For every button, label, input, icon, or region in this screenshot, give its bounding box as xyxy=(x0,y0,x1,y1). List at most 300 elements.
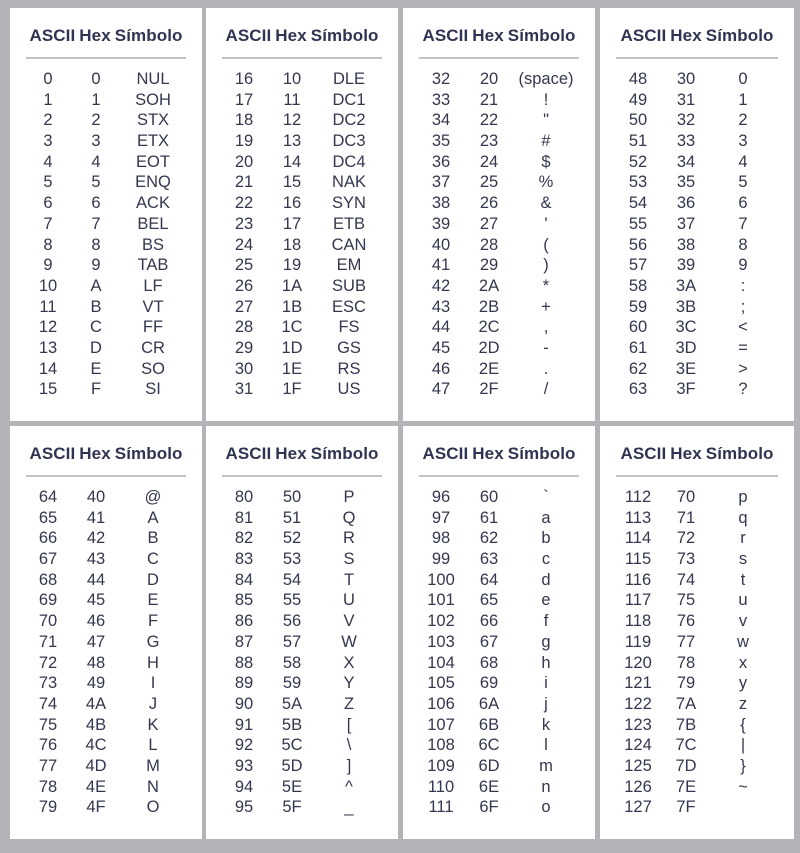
table-row xyxy=(403,487,595,508)
table-row xyxy=(403,69,595,90)
symbol-value: i xyxy=(544,674,548,693)
ascii-value: 107 xyxy=(427,715,455,734)
table-row xyxy=(403,255,595,276)
ascii-value: 57 xyxy=(628,256,648,275)
symbol-value: s xyxy=(738,550,748,569)
ascii-value: 16 xyxy=(234,70,254,88)
symbol-value: g xyxy=(541,632,551,651)
symbol-value: STX xyxy=(136,111,170,130)
hex-value: 22 xyxy=(479,111,499,130)
table-body xyxy=(600,69,794,400)
header-divider xyxy=(616,57,778,59)
hex-value: 7A xyxy=(675,694,697,713)
header-hex: Hex xyxy=(275,26,307,45)
ascii-value: 119 xyxy=(624,632,652,651)
header-ascii: ASCII xyxy=(29,26,76,45)
ascii-value: 121 xyxy=(624,674,652,693)
symbol-value: : xyxy=(740,276,746,295)
hex-value: 36 xyxy=(676,194,696,213)
table-row xyxy=(10,276,202,297)
ascii-value: 59 xyxy=(628,297,648,316)
table-body xyxy=(403,69,595,400)
symbol-value: DC3 xyxy=(332,132,366,151)
ascii-panel xyxy=(206,8,398,421)
symbol-value: Z xyxy=(343,694,355,713)
symbol-value: U xyxy=(343,591,355,610)
hex-value: 24 xyxy=(479,152,499,171)
symbol-value: SYN xyxy=(332,194,366,213)
table-row xyxy=(10,338,202,359)
hex-value: 0 xyxy=(91,70,101,88)
table-row xyxy=(10,508,202,529)
hex-value: 6F xyxy=(479,798,499,817)
table-row xyxy=(206,508,398,529)
symbol-value: p xyxy=(738,488,748,506)
ascii-value: 62 xyxy=(628,359,648,378)
hex-value: 68 xyxy=(479,653,499,672)
symbol-value: 6 xyxy=(738,194,748,213)
symbol-value: c xyxy=(541,550,551,569)
hex-value: 4A xyxy=(85,694,107,713)
table-row xyxy=(10,69,202,90)
hex-value: 62 xyxy=(479,529,499,548)
ascii-value: 71 xyxy=(38,632,58,651)
symbol-value: GS xyxy=(337,338,361,357)
ascii-value: 90 xyxy=(234,694,254,713)
ascii-value: 117 xyxy=(624,591,652,610)
symbol-value: < xyxy=(738,318,748,337)
ascii-value: 46 xyxy=(431,359,451,378)
table-row xyxy=(206,715,398,736)
table-row xyxy=(10,735,202,756)
symbol-value: + xyxy=(541,297,551,316)
ascii-value: 36 xyxy=(431,152,451,171)
table-row xyxy=(600,735,794,756)
symbol-value: DC1 xyxy=(332,90,366,109)
hex-value: 13 xyxy=(282,132,302,151)
hex-value: 59 xyxy=(282,674,302,693)
ascii-value: 69 xyxy=(38,591,58,610)
hex-value: 9 xyxy=(91,256,101,275)
table-row xyxy=(206,110,398,131)
hex-value: 5E xyxy=(281,777,303,796)
symbol-value: n xyxy=(541,777,551,796)
table-row xyxy=(600,131,794,152)
symbol-value: y xyxy=(738,674,748,693)
table-row xyxy=(403,379,595,400)
hex-value: 17 xyxy=(282,214,302,233)
ascii-value: 115 xyxy=(624,550,652,569)
symbol-value: % xyxy=(538,173,554,192)
symbol-value: h xyxy=(541,653,551,672)
header-divider xyxy=(419,57,579,59)
ascii-value: 43 xyxy=(431,297,451,316)
hex-value: 35 xyxy=(676,173,696,192)
table-row xyxy=(600,235,794,256)
header-divider xyxy=(26,475,186,477)
ascii-value: 96 xyxy=(431,488,451,506)
symbol-value: VT xyxy=(142,297,164,316)
ascii-value: 103 xyxy=(427,632,455,651)
table-row xyxy=(600,338,794,359)
hex-value: 4B xyxy=(85,715,107,734)
symbol-value: ETB xyxy=(332,214,366,233)
symbol-value: ENQ xyxy=(135,173,171,192)
ascii-value: 13 xyxy=(38,338,58,357)
hex-value: 6A xyxy=(478,694,500,713)
symbol-value: LF xyxy=(143,276,163,295)
symbol-value: S xyxy=(343,550,355,569)
ascii-value: 106 xyxy=(427,694,455,713)
hex-value: 30 xyxy=(676,70,696,88)
hex-value: 41 xyxy=(86,508,106,527)
hex-value: 7 xyxy=(91,214,101,233)
hex-value: 79 xyxy=(676,674,696,693)
hex-value: 1E xyxy=(281,359,303,378)
ascii-value: 73 xyxy=(38,674,58,693)
symbol-value: T xyxy=(343,570,355,589)
hex-value: 71 xyxy=(676,508,696,527)
ascii-panel xyxy=(206,426,398,839)
table-row xyxy=(403,653,595,674)
table-body xyxy=(403,487,595,818)
table-row xyxy=(403,110,595,131)
hex-value: 1D xyxy=(281,338,303,357)
ascii-panel xyxy=(403,426,595,839)
panel-header xyxy=(403,444,595,464)
symbol-value: CR xyxy=(141,338,165,357)
hex-value: 5B xyxy=(281,715,303,734)
symbol-value: t xyxy=(740,570,746,589)
symbol-value: H xyxy=(147,653,159,672)
hex-value: 1F xyxy=(282,380,302,399)
symbol-value: ` xyxy=(543,488,549,506)
ascii-value: 72 xyxy=(38,653,58,672)
table-row xyxy=(206,131,398,152)
hex-value: 74 xyxy=(676,570,696,589)
hex-value: 7F xyxy=(676,798,696,817)
table-row xyxy=(403,590,595,611)
ascii-value: 113 xyxy=(624,508,652,527)
symbol-value: C xyxy=(147,550,159,569)
symbol-value: L xyxy=(148,736,158,755)
hex-value: 37 xyxy=(676,214,696,233)
table-row xyxy=(403,90,595,111)
header-hex: Hex xyxy=(670,26,702,45)
ascii-value: 98 xyxy=(431,529,451,548)
table-row xyxy=(10,570,202,591)
ascii-value: 17 xyxy=(234,90,254,109)
ascii-value: 123 xyxy=(624,715,652,734)
symbol-value: m xyxy=(539,756,553,775)
ascii-value: 99 xyxy=(431,550,451,569)
table-row xyxy=(403,673,595,694)
table-row xyxy=(10,797,202,818)
hex-value: 2F xyxy=(479,380,499,399)
symbol-value: d xyxy=(541,570,551,589)
table-row xyxy=(206,276,398,297)
table-row xyxy=(206,317,398,338)
ascii-value: 0 xyxy=(43,70,53,88)
hex-value: 3A xyxy=(675,276,697,295)
table-row xyxy=(600,255,794,276)
hex-value: 29 xyxy=(479,256,499,275)
table-row xyxy=(10,777,202,798)
hex-value: 57 xyxy=(282,632,302,651)
table-row xyxy=(600,611,794,632)
ascii-value: 14 xyxy=(38,359,58,378)
table-row xyxy=(600,673,794,694)
ascii-value: 87 xyxy=(234,632,254,651)
hex-value: 77 xyxy=(676,632,696,651)
table-row xyxy=(10,214,202,235)
symbol-value: BEL xyxy=(137,214,169,233)
symbol-value: DC2 xyxy=(332,111,366,130)
table-body xyxy=(206,487,398,818)
symbol-value: A xyxy=(147,508,159,527)
symbol-value: BS xyxy=(141,235,164,254)
symbol-value: M xyxy=(146,756,160,775)
table-row xyxy=(600,193,794,214)
header-symbol: Símbolo xyxy=(705,444,774,463)
ascii-value: 86 xyxy=(234,612,254,631)
ascii-value: 81 xyxy=(234,508,254,527)
hex-value: 34 xyxy=(676,152,696,171)
header-hex: Hex xyxy=(472,444,504,463)
ascii-value: 68 xyxy=(38,570,58,589)
ascii-value: 40 xyxy=(431,235,451,254)
symbol-value: . xyxy=(543,359,549,378)
ascii-value: 56 xyxy=(628,235,648,254)
table-row xyxy=(403,549,595,570)
table-row xyxy=(403,715,595,736)
header-ascii: ASCII xyxy=(225,444,272,463)
ascii-value: 33 xyxy=(431,90,451,109)
symbol-value: EOT xyxy=(136,152,170,171)
table-row xyxy=(600,508,794,529)
ascii-value: 44 xyxy=(431,318,451,337)
ascii-value: 80 xyxy=(234,488,254,506)
table-row xyxy=(10,172,202,193)
table-row xyxy=(206,487,398,508)
ascii-value: 85 xyxy=(234,591,254,610)
table-row xyxy=(403,338,595,359)
header-symbol: Símbolo xyxy=(114,444,183,463)
symbol-value: o xyxy=(541,798,551,817)
ascii-value: 30 xyxy=(234,359,254,378)
ascii-value: 1 xyxy=(43,90,53,109)
table-row xyxy=(600,297,794,318)
table-row xyxy=(403,297,595,318)
table-row xyxy=(600,715,794,736)
panel-header xyxy=(206,444,398,464)
symbol-value: P xyxy=(343,488,355,506)
header-ascii: ASCII xyxy=(620,444,667,463)
symbol-value: K xyxy=(147,715,159,734)
panel-header xyxy=(10,444,202,464)
symbol-value: ; xyxy=(740,297,746,316)
table-row xyxy=(10,590,202,611)
hex-value: 58 xyxy=(282,653,302,672)
hex-value: 1A xyxy=(281,276,303,295)
ascii-value: 35 xyxy=(431,132,451,151)
hex-value: 7D xyxy=(675,756,697,775)
hex-value: 42 xyxy=(86,529,106,548)
hex-value: 43 xyxy=(86,550,106,569)
symbol-value: ) xyxy=(543,256,549,275)
table-row xyxy=(600,797,794,818)
ascii-value: 54 xyxy=(628,194,648,213)
ascii-value: 12 xyxy=(38,318,58,337)
symbol-value: W xyxy=(341,632,357,651)
symbol-value: | xyxy=(740,736,746,755)
hex-value: 3E xyxy=(675,359,697,378)
header-symbol: Símbolo xyxy=(507,26,576,45)
table-row xyxy=(600,317,794,338)
symbol-value: ACK xyxy=(136,194,170,213)
hex-value: 6E xyxy=(478,777,500,796)
symbol-value: k xyxy=(541,715,551,734)
ascii-value: 61 xyxy=(628,338,648,357)
hex-value: 72 xyxy=(676,529,696,548)
ascii-value: 124 xyxy=(624,736,652,755)
hex-value: E xyxy=(90,359,102,378)
hex-value: D xyxy=(90,338,102,357)
ascii-value: 125 xyxy=(624,756,652,775)
ascii-value: 67 xyxy=(38,550,58,569)
table-row xyxy=(206,379,398,400)
symbol-value: N xyxy=(147,777,159,796)
hex-value: 2 xyxy=(91,111,101,130)
header-divider xyxy=(222,475,382,477)
panel-header xyxy=(600,26,794,46)
header-divider xyxy=(616,475,778,477)
hex-value: 38 xyxy=(676,235,696,254)
symbol-value: a xyxy=(541,508,551,527)
hex-value: 3D xyxy=(675,338,697,357)
ascii-value: 95 xyxy=(234,798,254,817)
symbol-value: J xyxy=(148,694,158,713)
table-row xyxy=(600,570,794,591)
symbol-value: R xyxy=(343,529,355,548)
hex-value: 5C xyxy=(281,736,303,755)
ascii-value: 65 xyxy=(38,508,58,527)
table-row xyxy=(10,673,202,694)
table-row xyxy=(206,193,398,214)
hex-value: 19 xyxy=(282,256,302,275)
table-row xyxy=(403,756,595,777)
hex-value: 39 xyxy=(676,256,696,275)
symbol-value: _ xyxy=(344,798,354,817)
ascii-value: 101 xyxy=(427,591,455,610)
ascii-value: 77 xyxy=(38,756,58,775)
symbol-value: = xyxy=(738,338,748,357)
ascii-value: 19 xyxy=(234,132,254,151)
table-row xyxy=(403,570,595,591)
hex-value: 10 xyxy=(282,70,302,88)
table-row xyxy=(206,797,398,818)
hex-value: 4D xyxy=(85,756,107,775)
hex-value: A xyxy=(90,276,102,295)
ascii-value: 51 xyxy=(628,132,648,151)
ascii-value: 63 xyxy=(628,380,648,399)
hex-value: 75 xyxy=(676,591,696,610)
hex-value: 60 xyxy=(479,488,499,506)
panel-header xyxy=(403,26,595,46)
ascii-value: 60 xyxy=(628,318,648,337)
symbol-value: l xyxy=(544,736,548,755)
hex-value: 8 xyxy=(91,235,101,254)
table-row xyxy=(403,131,595,152)
ascii-value: 25 xyxy=(234,256,254,275)
header-ascii: ASCII xyxy=(422,444,469,463)
hex-value: 7C xyxy=(675,736,697,755)
symbol-value: ! xyxy=(543,90,549,109)
ascii-panel xyxy=(600,8,794,421)
table-row xyxy=(600,214,794,235)
hex-value: 73 xyxy=(676,550,696,569)
table-row xyxy=(206,653,398,674)
ascii-panel xyxy=(600,426,794,839)
table-row xyxy=(600,359,794,380)
ascii-value: 109 xyxy=(427,756,455,775)
hex-value: 6D xyxy=(478,756,500,775)
hex-value: 2C xyxy=(478,318,500,337)
table-body xyxy=(600,487,794,818)
symbol-value: D xyxy=(147,570,159,589)
ascii-value: 45 xyxy=(431,338,451,357)
table-row xyxy=(403,611,595,632)
table-row xyxy=(403,632,595,653)
symbol-value: & xyxy=(540,194,552,213)
ascii-value: 93 xyxy=(234,756,254,775)
header-symbol: Símbolo xyxy=(310,444,379,463)
table-row xyxy=(206,611,398,632)
table-row xyxy=(206,152,398,173)
hex-value: 51 xyxy=(282,508,302,527)
symbol-value: } xyxy=(740,756,746,775)
table-row xyxy=(600,694,794,715)
symbol-value: q xyxy=(738,508,748,527)
hex-value: 44 xyxy=(86,570,106,589)
symbol-value: FS xyxy=(338,318,360,337)
table-row xyxy=(403,508,595,529)
table-row xyxy=(600,549,794,570)
ascii-value: 22 xyxy=(234,194,254,213)
table-row xyxy=(10,653,202,674)
hex-value: 48 xyxy=(86,653,106,672)
hex-value: 40 xyxy=(86,488,106,506)
hex-value: 64 xyxy=(479,570,499,589)
table-row xyxy=(403,276,595,297)
table-row xyxy=(403,777,595,798)
ascii-value: 48 xyxy=(628,70,648,88)
ascii-value: 82 xyxy=(234,529,254,548)
symbol-value: US xyxy=(337,380,361,399)
table-row xyxy=(206,338,398,359)
table-row xyxy=(600,379,794,400)
ascii-value: 118 xyxy=(624,612,652,631)
hex-value: 2A xyxy=(478,276,500,295)
ascii-value: 100 xyxy=(427,570,455,589)
ascii-value: 122 xyxy=(624,694,652,713)
table-row xyxy=(206,69,398,90)
symbol-value: [ xyxy=(346,715,352,734)
symbol-value: ESC xyxy=(332,297,366,316)
symbol-value: NUL xyxy=(136,70,170,88)
ascii-value: 126 xyxy=(624,777,652,796)
hex-value: 6 xyxy=(91,194,101,213)
